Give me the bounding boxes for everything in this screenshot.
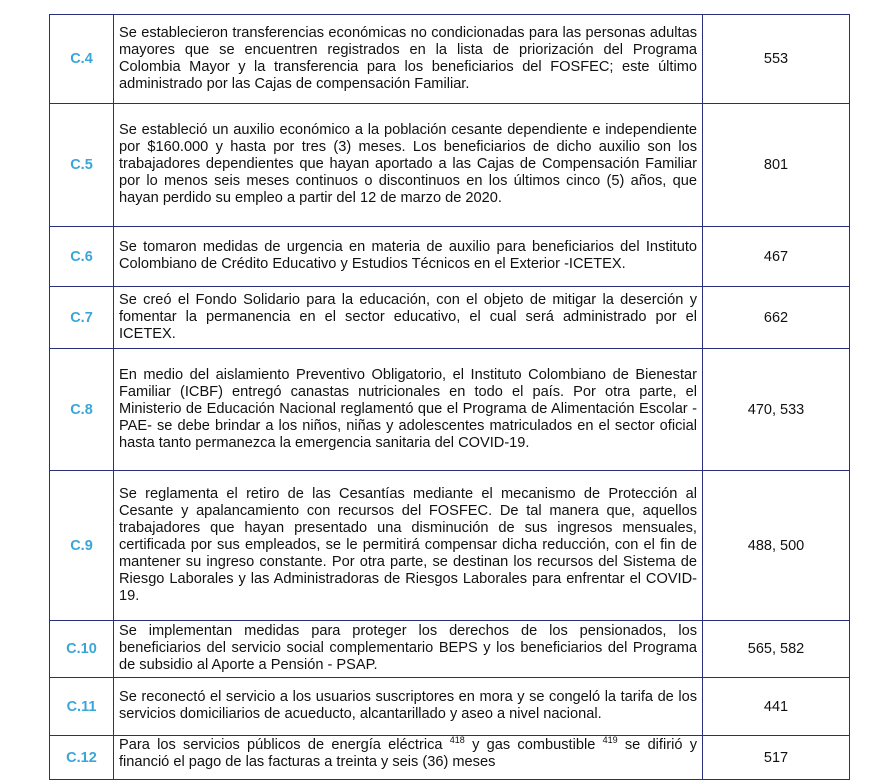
row-description: Se reconectó el servicio a los usuarios suscriptores en mora y se congeló la tarifa de los servicios domiciliarios de acueducto, alcantarillado y aseo a nivel nacional. <box>114 678 703 736</box>
row-description: Se creó el Fondo Solidario para la educación, con el objeto de mitigar la deserción y fomentar la permanencia en el sector educativo, el cual será administrado por el ICETEX. <box>114 287 703 349</box>
table-row <box>50 621 850 678</box>
row-description: En medio del aislamiento Preventivo Obligatorio, el Instituto Colombiano de Bienestar Familiar (ICBF) entregó canastas nutricionales en todo el país. Por otra parte, el Ministerio de Educación Nacional reglamentó que el Programa de Alimentación Escolar - PAE- se debe brindar a los niños, niñas y adolescentes matriculados en el sector oficial hasta tanto permanezca la emergencia sanitaria del COVID-19. <box>114 349 703 471</box>
row-code: C.5 <box>50 104 114 227</box>
footnote-ref[interactable]: 418 <box>449 735 465 746</box>
row-code: C.10 <box>50 621 114 678</box>
row-description: Se estableció un auxilio económico a la población cesante dependiente e independiente por $160.000 y hasta por tres (3) meses. Los beneficiarios de dicho auxilio son los trabajadores dependientes que hayan aportado a las Cajas de Compensación Familiar por lo menos seis meses continuos o discontinuos en los últimos cinco (5) años, que hayan perdido su empleo a partir del 12 de marzo de 2020. <box>114 104 703 227</box>
table-row <box>50 736 850 780</box>
row-description-part: y gas combustible <box>464 737 603 753</box>
row-description: Se establecieron transferencias económicas no condicionadas para las personas adultas mayores que se encuentren registrados en la lista de priorización del Programa Colombia Mayor y la transferencia para los beneficiarios del FOSFEC; este último administrado por las Cajas de compensación Familiar. <box>114 15 703 104</box>
measures-table <box>49 14 850 780</box>
row-description-part: se difirió y financió el pago de las facturas a treinta y seis (36) meses <box>119 737 698 770</box>
row-reference: 801 <box>703 104 850 227</box>
row-description: Se reglamenta el retiro de las Cesantías mediante el mecanismo de Protección al Cesante y apalancamiento con recursos del FOSFEC. De tal manera que, aquellos trabajadores que hayan presentado una disminución de sus ingresos mensuales, certificada por sus empleados, se le permitirá compensar dicha reducción, con el fin de mantener su ingreso constante. Por otra parte, se destinan los recursos del Sistema de Riesgo Laborales y las Administradoras de Riesgos Laborales para enfrentar el COVID-19. <box>114 471 703 621</box>
table-row <box>50 349 850 471</box>
table-row <box>50 227 850 287</box>
row-description: Se tomaron medidas de urgencia en materia de auxilio para beneficiarios del Instituto Colombiano de Crédito Educativo y Estudios Técnicos en el Exterior -ICETEX. <box>114 227 703 287</box>
row-reference: 553 <box>703 15 850 104</box>
row-description <box>114 736 703 780</box>
row-code: C.8 <box>50 349 114 471</box>
row-reference: 488, 500 <box>703 471 850 621</box>
row-reference: 517 <box>703 736 850 780</box>
row-reference: 565, 582 <box>703 621 850 678</box>
row-reference: 470, 533 <box>703 349 850 471</box>
row-code: C.11 <box>50 678 114 736</box>
row-description-part: Para los servicios públicos de energía eléctrica <box>119 737 450 753</box>
footnote-ref[interactable]: 419 <box>602 735 618 746</box>
row-code: C.7 <box>50 287 114 349</box>
row-code: C.12 <box>50 736 114 780</box>
table-row <box>50 471 850 621</box>
table-row <box>50 287 850 349</box>
row-code: C.9 <box>50 471 114 621</box>
table-row <box>50 104 850 227</box>
table-row <box>50 15 850 104</box>
row-reference: 662 <box>703 287 850 349</box>
row-code: C.4 <box>50 15 114 104</box>
row-description: Se implementan medidas para proteger los derechos de los pensionados, los beneficiarios del servicio social complementario BEPS y los beneficiarios del Programa de subsidio al Aporte a Pensión - PSAP. <box>114 621 703 678</box>
table-row <box>50 678 850 736</box>
row-code: C.6 <box>50 227 114 287</box>
row-reference: 441 <box>703 678 850 736</box>
row-reference: 467 <box>703 227 850 287</box>
